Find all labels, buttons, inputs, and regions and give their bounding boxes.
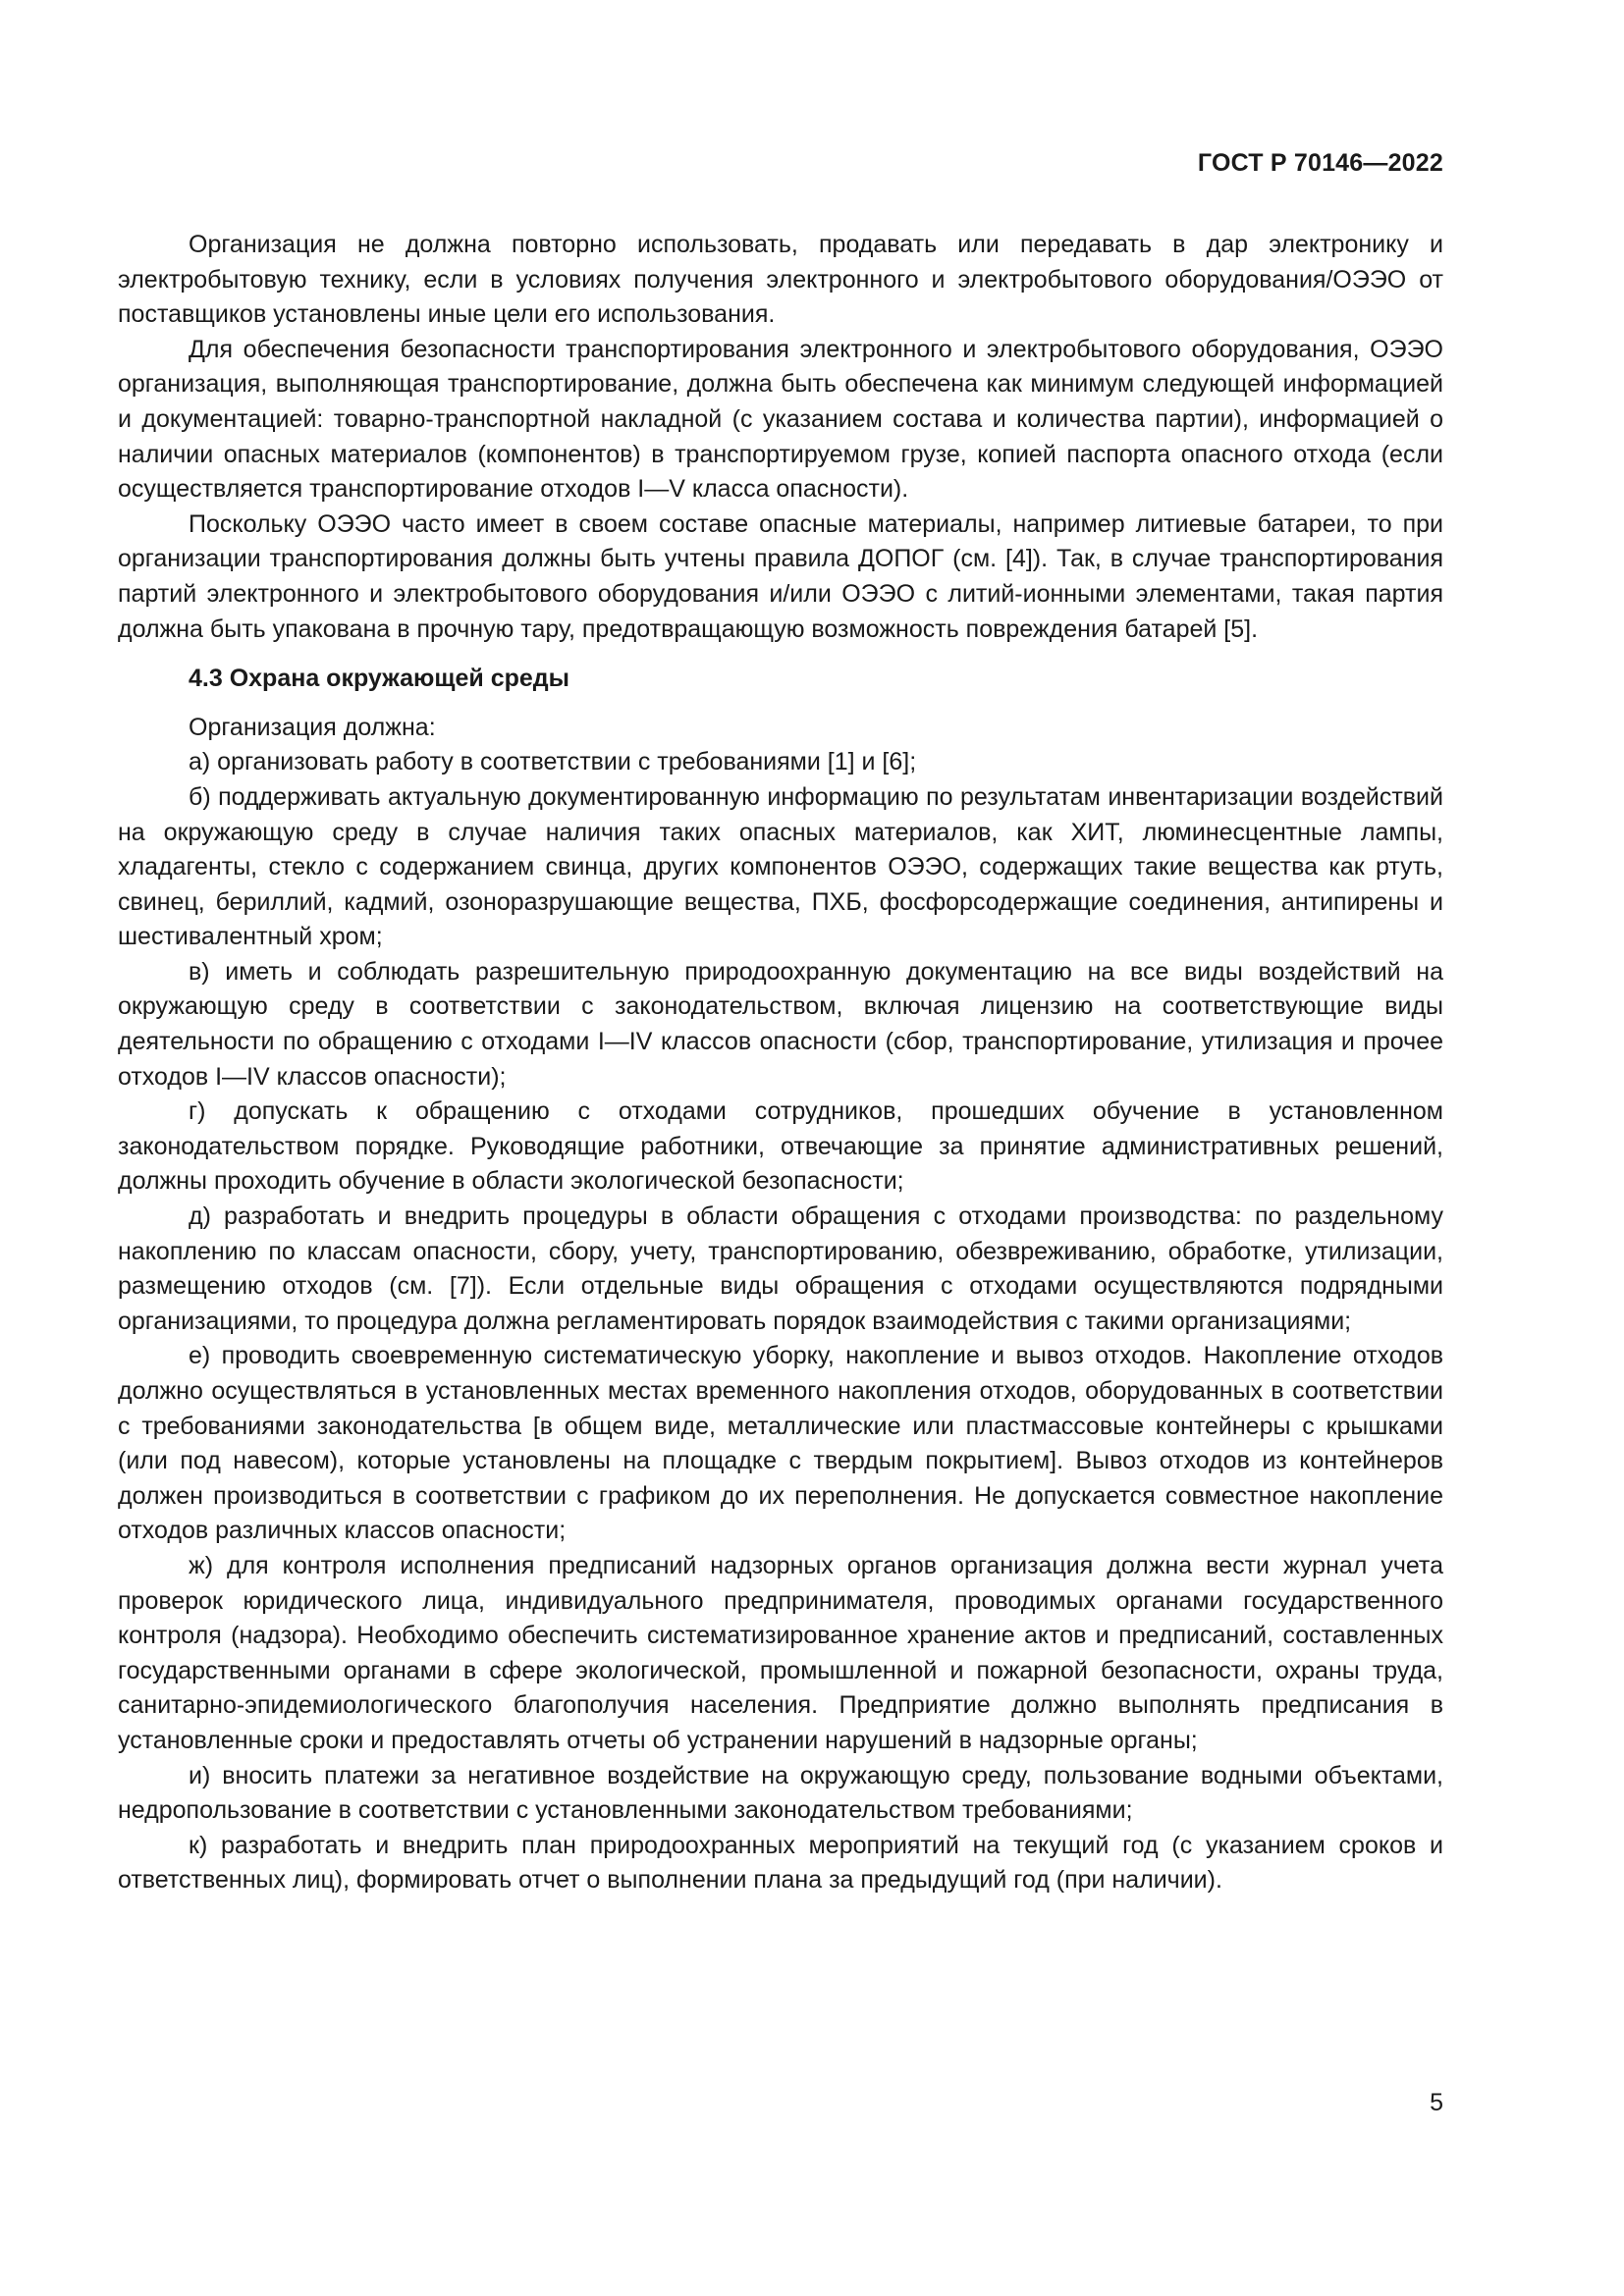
section-heading-4-3: 4.3 Охрана окружающей среды — [189, 665, 570, 693]
document-id-header: ГОСТ Р 70146—2022 — [1197, 149, 1443, 177]
paragraph-reuse-restriction: Организация не должна повторно использовать, продавать или передавать в дар электронику и электробытовую технику, если в условиях получения электронного и электробытового оборудования/ОЭЭО от поставщиков установлены иные цели его использования. — [118, 231, 1443, 329]
list-item-i: и) вносить платежи за негативное воздействие на окружающую среду, пользование водными объектами, недропользование в соответствии с установленными законодательством требованиями; — [118, 1761, 1443, 1825]
list-item-g: г) допускать к обращению с отходами сотрудников, прошедших обучение в установленном законодательством порядке. Руководящие работники, отвечающие за принятие административных решений, должны проходить обучение в области экологической безопасности; — [118, 1097, 1443, 1196]
list-item-zh: ж) для контроля исполнения предписаний надзорных органов организация должна вести журнал учета проверок юридического лица, индивидуального предпринимателя, проводимых органами государственного контроля (надзора). Необходимо обеспечить систематизированное хранение актов и предписаний, составленных государственными органами в сфере экологической, промышленной и пожарной безопасности, охраны труда, санитарно-эпидемиологического благополучия населения. Предприятие должно выполнять предписания в установленные сроки и предоставлять отчеты об устранении нарушений в надзорные органы; — [118, 1551, 1443, 1754]
paragraph-organization-must: Организация должна: — [189, 713, 436, 741]
list-item-k: к) разработать и внедрить план природоохранных мероприятий на текущий год (с указанием сроков и ответственных лиц), формировать отчет о выполнении плана за предыдущий год (при наличии). — [118, 1831, 1443, 1895]
list-item-e: е) проводить своевременную систематическую уборку, накопление и вывоз отходов. Накопление отходов должно осуществляться в установленных местах временного накопления отходов, оборудованных в соответствии с требованиями законодательства [в общем виде, металлические или пластмассовые контейнеры с крышками (или под навесом), которые установлены на площадке с твердым покрытием]. Вывоз отходов из контейнеров должен производиться в соответствии с графиком до их переполнения. Не допускается совместное накопление отходов различных классов опасности; — [118, 1342, 1443, 1545]
paragraph-dangerous-goods-rules: Поскольку ОЭЭО часто имеет в своем составе опасные материалы, например литиевые батареи, то при организации транспортирования должны быть учтены правила ДОПОГ (см. [4]). Так, в случае транспортирования партий электронного и электробытового оборудования и/или ОЭЭО с литий-ионными элементами, такая партия должна быть упакована в прочную тару, предотвращающую возможность повреждения батарей [5]. — [118, 509, 1443, 643]
list-item-a: а) организовать работу в соответствии с требованиями [1] и [6]; — [189, 748, 917, 776]
list-item-v: в) иметь и соблюдать разрешительную природоохранную документацию на все виды воздействий на окружающую среду в соответствии с законодательством, включая лицензию на соответствующие виды деятельности по обращению с отходами I—IV классов опасности (сбор, транспортирование, утилизация и прочее отходов I—IV классов опасности); — [118, 957, 1443, 1091]
list-item-b: б) поддерживать актуальную документированную информацию по результатам инвентаризации воздействий на окружающую среду в случае наличия таких опасных материалов, как ХИТ, люминесцентные лампы, хладагенты, стекло с содержанием свинца, других компонентов ОЭЭО, содержащих такие вещества как ртуть, свинец, бериллий, кадмий, озоноразрушающие вещества, ПХБ, фосфорсодержащие соединения, антипирены и шестивалентный хром; — [118, 782, 1443, 951]
page-body — [118, 228, 1443, 1898]
page-number: 5 — [1430, 2089, 1443, 2116]
list-item-d: д) разработать и внедрить процедуры в области обращения с отходами производства: по раздельному накоплению по классам опасности, сбору, учету, транспортированию, обезвреживанию, обработке, утилизации, размещению отходов (см. [7]). Если отдельные виды обращения с отходами осуществляются подрядными организациями, то процедура должна регламентировать порядок взаимодействия с такими организациями; — [118, 1202, 1443, 1335]
paragraph-transport-documentation: Для обеспечения безопасности транспортирования электронного и электробытового оборудования, ОЭЭО организация, выполняющая транспортирование, должна быть обеспечена как минимум следующей информацией и документацией: товарно-транспортной накладной (с указанием состава и количества партии), информацией о наличии опасных материалов (компонентов) в транспортируемом грузе, копией паспорта опасного отхода (если осуществляется транспортирование отходов I—V класса опасности). — [118, 335, 1443, 504]
